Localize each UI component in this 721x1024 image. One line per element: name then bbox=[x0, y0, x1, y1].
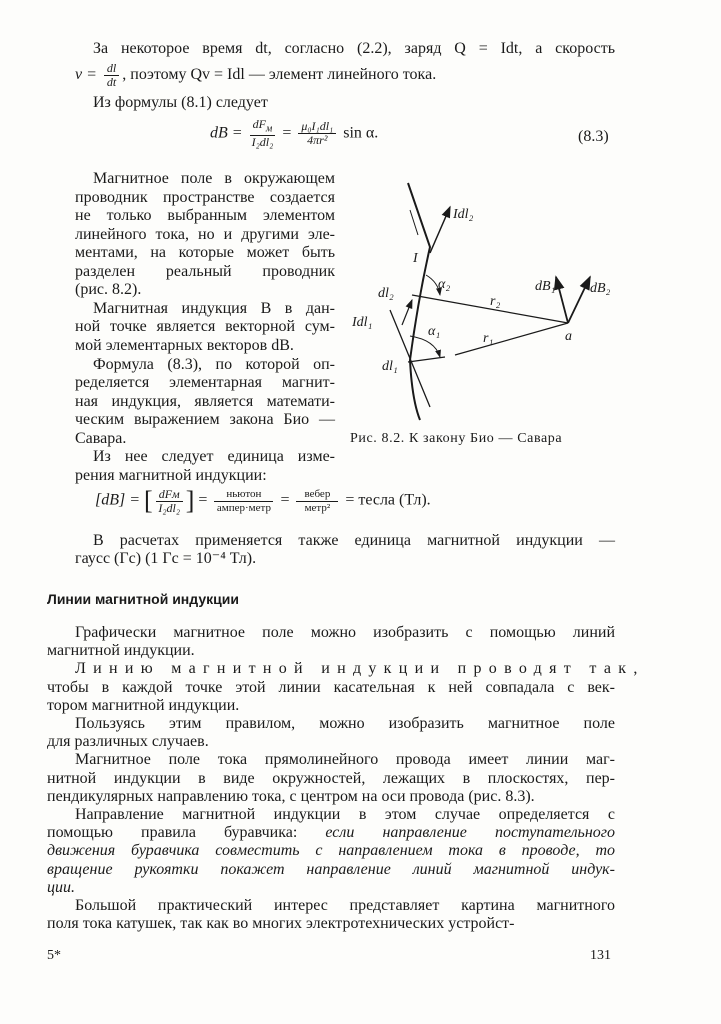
text-line bbox=[47, 751, 615, 769]
text-line: разделен реальный проводник bbox=[75, 262, 335, 280]
fraction-numerator: μ₀I₁dl₁ bbox=[298, 120, 336, 134]
eq-sign: = bbox=[282, 124, 292, 142]
fraction-denominator: метр² bbox=[304, 501, 331, 514]
text-span: движения буравчика совместить с направлением тока в проводе, то bbox=[47, 842, 615, 860]
angle-alpha1-arc bbox=[410, 336, 440, 357]
fraction-numerator: dl bbox=[104, 62, 119, 76]
text-span: чтобы в каждой точке этой линии касательная к ней совпадала с век- bbox=[47, 678, 615, 696]
text-line bbox=[47, 788, 535, 806]
text-line bbox=[47, 697, 239, 715]
eq-tail: = тесла (Тл). bbox=[345, 491, 431, 509]
text-line: гаусс (Гс) (1 Гс = 10⁻⁴ Тл). bbox=[75, 550, 257, 567]
page-number: 131 bbox=[590, 948, 611, 963]
text-line bbox=[47, 642, 195, 660]
text-span: для различных случаев. bbox=[47, 733, 209, 751]
eq-sign: = bbox=[280, 491, 290, 509]
text-line bbox=[47, 733, 209, 751]
text-line bbox=[47, 879, 75, 897]
text-line bbox=[47, 624, 615, 642]
velocity-lhs: v = bbox=[75, 66, 97, 84]
text-line bbox=[47, 915, 515, 933]
text-line: ределяется элементарная магнит- bbox=[75, 374, 335, 392]
text-span: тором магнитной индукции. bbox=[47, 696, 240, 714]
eq-fraction-1 bbox=[250, 118, 276, 149]
text-span: Большой практический интерес представляет картина магнитного bbox=[75, 897, 615, 914]
text-span: Графически магнитное поле можно изобразить с помощью линий bbox=[75, 624, 615, 641]
text-line bbox=[47, 679, 615, 697]
text-line: не только выбранным элементом bbox=[75, 207, 335, 225]
text-line bbox=[47, 824, 615, 842]
text-line: Из формулы (8.1) следует bbox=[93, 94, 268, 111]
text-line bbox=[47, 715, 615, 733]
text-span: Направление магнитной индукции в этом случае определяется с bbox=[75, 806, 615, 823]
text-line bbox=[47, 660, 645, 678]
fraction-numerator: dF bbox=[252, 117, 266, 131]
text-line: Из нее следует единица изме- bbox=[93, 448, 335, 466]
label-dl2: dl₂ bbox=[378, 286, 394, 301]
equation-8-3 bbox=[210, 118, 378, 149]
subscript: м bbox=[265, 123, 273, 135]
label-r1: r₁ bbox=[483, 331, 494, 346]
biot-savart-figure bbox=[340, 170, 630, 460]
text-line: (рис. 8.2). bbox=[75, 281, 142, 299]
text-span: Пользуясь этим правилом, можно изобразить магнитное поле bbox=[75, 715, 615, 732]
label-dB1: dB₁ bbox=[535, 279, 556, 294]
equation-number: (8.3) bbox=[578, 128, 609, 145]
vector-dB2 bbox=[568, 277, 590, 323]
fraction-numerator: вебер bbox=[296, 488, 338, 502]
signature-mark: 5* bbox=[47, 948, 61, 963]
text-span: Линию магнитной индукции проводят так, bbox=[75, 660, 645, 678]
text-span: помощью правила буравчика: bbox=[47, 824, 326, 842]
eq-fraction-2 bbox=[214, 488, 273, 515]
text-line: проводник пространстве создается bbox=[75, 188, 335, 206]
label-Idl2: Idl₂ bbox=[453, 207, 474, 222]
eq-fraction-3 bbox=[296, 488, 338, 515]
label-point-a: a bbox=[565, 329, 572, 344]
label-alpha2: α₂ bbox=[438, 277, 451, 292]
eq-fraction-1 bbox=[156, 488, 183, 515]
arrow-dl1 bbox=[402, 300, 412, 325]
fraction-denominator: ампер·метр bbox=[216, 501, 271, 514]
current-direction-arrow bbox=[410, 210, 418, 235]
figure-caption: Рис. 8.2. К закону Био — Савара bbox=[350, 431, 563, 446]
fraction-denominator: I₂dl₂ bbox=[158, 500, 181, 515]
text-line: ная индукция, является математи- bbox=[75, 392, 335, 410]
velocity-fraction bbox=[104, 62, 119, 89]
eq-tail: sin α. bbox=[343, 124, 379, 142]
fraction-numerator: dFм bbox=[156, 488, 183, 502]
label-I: I bbox=[413, 251, 418, 266]
fraction-denominator: 4πr² bbox=[307, 133, 328, 148]
text-line bbox=[47, 770, 615, 788]
text-line: ческим выражением закона Био — bbox=[75, 411, 335, 429]
velocity-rest: , поэтому Qv = Idl — элемент линейного тока. bbox=[122, 66, 437, 84]
text-line: линейного тока, но и другими эле- bbox=[75, 225, 335, 243]
text-span: магнитной индукции. bbox=[47, 642, 195, 660]
vector-dB1 bbox=[556, 277, 568, 323]
text-line bbox=[47, 842, 615, 860]
text-span: если направление поступательного bbox=[325, 824, 616, 842]
label-dB2: dB₂ bbox=[590, 281, 611, 296]
text-line: рения магнитной индукции: bbox=[75, 466, 267, 484]
section-heading: Линии магнитной индукции bbox=[47, 591, 239, 607]
text-line: За некоторое время dt, согласно (2.2), заряд Q = Idt, а скорость bbox=[93, 40, 615, 57]
label-r2: r₂ bbox=[490, 294, 501, 309]
text-span: вращение рукоятки покажет направление линий магнитной индук- bbox=[47, 860, 615, 878]
text-span: ции. bbox=[47, 878, 75, 896]
eq-lhs: dB = bbox=[210, 124, 243, 142]
eq-lhs: [dB] = bbox=[95, 491, 141, 509]
text-line: В расчетах применяется также единица магнитной индукции — bbox=[93, 532, 615, 549]
label-dl1: dl₁ bbox=[382, 359, 398, 374]
text-line: Формула (8.3), по которой оп- bbox=[93, 355, 335, 373]
velocity-line bbox=[75, 62, 436, 89]
text-line: ментами, на которые может быть bbox=[75, 244, 335, 262]
label-Idl1: Idl₁ bbox=[352, 315, 373, 330]
text-span: поля тока катушек, так как во многих электротехнических устройст- bbox=[47, 915, 515, 933]
fraction-numerator: ньютон bbox=[214, 488, 273, 502]
text-line bbox=[47, 806, 615, 824]
text-line: мой элементарных векторов dB. bbox=[75, 336, 294, 354]
unit-equation: [dB] = [ $\frac{\text{dFм}}{\text{I₂dl₂}}$ ] = $\frac{\text{ньютон}}{\text{ампер·метр}}$ = $\frac{\text{вебер}}{\text{метр²}}$ = тесла (Тл). bbox=[95, 486, 431, 515]
text-span: нитной индукции в виде окружностей, лежащих в плоскостях, пер- bbox=[47, 769, 615, 787]
fraction-denominator: dt bbox=[106, 75, 117, 89]
label-alpha1: α₁ bbox=[428, 324, 441, 339]
vector-Idl2 bbox=[430, 207, 450, 253]
fraction-denominator: I₂dl₂ bbox=[251, 135, 274, 150]
text-span: пендикулярных направлению тока, с центром на оси провода (рис. 8.3). bbox=[47, 787, 535, 805]
eq-sign: = bbox=[198, 491, 208, 509]
text-line: Магнитное поле в окружающем bbox=[93, 170, 335, 187]
eq-fraction-2 bbox=[298, 120, 336, 147]
text-line: Магнитная индукция B в дан- bbox=[93, 299, 335, 317]
text-line: ной точке является векторной сум- bbox=[75, 318, 335, 336]
text-line: Савара. bbox=[75, 429, 127, 447]
text-span: Магнитное поле тока прямолинейного провода имеет линии маг- bbox=[75, 751, 615, 769]
text-line bbox=[47, 897, 615, 915]
text-line bbox=[47, 861, 615, 879]
